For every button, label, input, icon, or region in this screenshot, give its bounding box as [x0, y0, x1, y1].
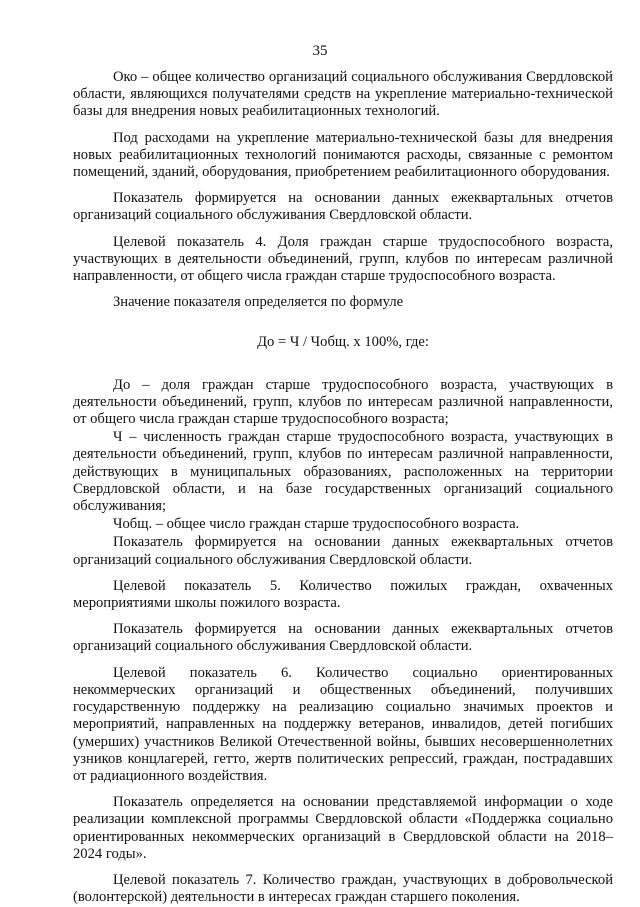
formula: До = Ч / Чобщ. х 100%, где: — [257, 334, 429, 351]
paragraph: Око – общее количество организаций социального обслуживания Свердловской области, являющихся получателями средств на укрепление материально-технической базы для внедрения новых реабилитационных технологий. — [73, 69, 613, 120]
definition-chobsh: Чобщ. – общее число граждан старше трудоспособного возраста. — [113, 516, 520, 533]
paragraph: Целевой показатель 7. Количество граждан, участвующих в добровольческой (волонтерской) деятельности в интересах граждан старшего поколения. — [73, 871, 613, 906]
definition-ch: Ч – численность граждан старше трудоспособного возраста, участвующих в деятельности объединений, групп, клубов по интересам различной направленности, действующих в муниципальных образованиях, расположенных на территории Свердловской области, и на базе государственных организаций социального обслуживания; — [73, 429, 613, 515]
paragraph: Показатель формируется на основании данных ежеквартальных отчетов организаций социального обслуживания Свердловской области. — [73, 534, 613, 568]
paragraph: Целевой показатель 4. Доля граждан старше трудоспособного возраста, участвующих в деятельности объединений, групп, клубов по интересам различной направленности, от общего числа граждан старше трудоспособного возраста. — [73, 233, 613, 285]
document-body — [73, 69, 613, 907]
paragraph: Показатель определяется на основании представляемой информации о ходе реализации комплексной программы Свердловской области «Поддержка социально ориентированных некоммерческих организаций в Свердловской области на 2018–2024 годы». — [73, 794, 613, 862]
paragraph: Целевой показатель 5. Количество пожилых граждан, охваченных мероприятиями школы пожилого возраста. — [73, 577, 613, 612]
paragraph: Целевой показатель 6. Количество социально ориентированных некоммерческих организаций и общественных объединений, получивших государственную поддержку на реализацию социально значимых проектов и мероприятий, направленных на поддержку ветеранов, инвалидов, детей погибших (умерших) участников Великой Отечественной войны, бывших несовершеннолетних узников концлагерей, гетто, жертв политических репрессий, граждан, пострадавших от радиационного воздействия. — [73, 664, 613, 784]
paragraph: Показатель формируется на основании данных ежеквартальных отчетов организаций социального обслуживания Свердловской области. — [73, 190, 613, 224]
paragraph: Под расходами на укрепление материально-технической базы для внедрения новых реабилитационных технологий понимаются расходы, связанные с ремонтом помещений, зданий, оборудования, приобретением реабилитационного оборудования. — [73, 129, 613, 181]
page-number: 35 — [312, 43, 328, 59]
paragraph: Значение показателя определяется по формуле — [113, 294, 404, 311]
definition-do: До – доля граждан старше трудоспособного возраста, участвующих в деятельности объединений, групп, клубов по интересам различной направленности, от общего числа граждан старше трудоспособного возраста; — [73, 376, 613, 428]
paragraph: Показатель формируется на основании данных ежеквартальных отчетов организаций социального обслуживания Свердловской области. — [73, 621, 613, 655]
